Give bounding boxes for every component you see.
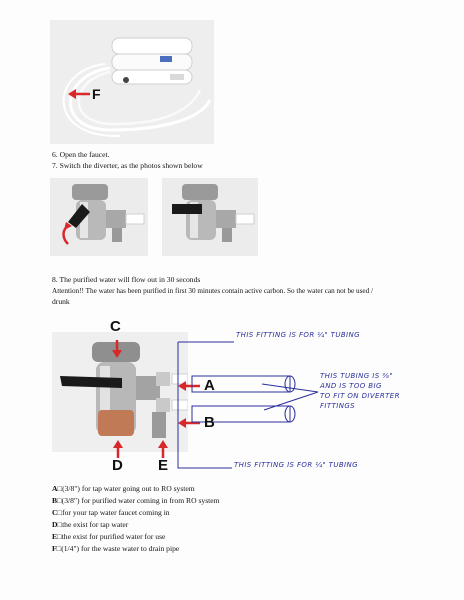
diagram-label-b: B <box>204 414 215 431</box>
legend-key: A <box>52 484 58 493</box>
step-7: 7. Switch the diverter, as the photos shown below <box>52 161 203 170</box>
legend-text: □the exist for tap water <box>57 520 129 529</box>
step-8: 8. The purified water will flow out in 30 seconds <box>52 275 201 284</box>
note-tubing-3: TO FIT ON DIVERTER <box>320 392 400 400</box>
diagram-label-c: C <box>110 318 121 335</box>
note-tubing-4: FITTINGS <box>320 402 356 410</box>
diagram-label-d: D <box>112 457 123 474</box>
legend-text: □for your tap water faucet coming in <box>57 508 170 517</box>
diverter-illustration-1 <box>50 178 148 256</box>
attention-line-2: drunk <box>52 297 70 306</box>
note-top-fitting: THIS FITTING IS FOR ¼" TUBING <box>236 331 360 339</box>
legend-item-a <box>52 484 195 494</box>
photo-diverter-labeled <box>52 332 188 452</box>
step-6: 6. Open the faucet. <box>52 150 110 159</box>
legend-key: E <box>52 532 58 541</box>
legend-text: □(3/8") for tap water going out to RO system <box>57 484 195 493</box>
photo-diverter-1 <box>50 178 148 256</box>
attention-line-1: Attention!! The water has been purified in first 30 minutes contain active carbon. So the water can not be used / <box>52 287 374 295</box>
note-bottom-fitting: THIS FITTING IS FOR ¼" TUBING <box>234 461 358 469</box>
legend-key: B <box>52 496 58 505</box>
note-tubing-2: AND IS TOO BIG <box>320 382 382 390</box>
diagram-label-e: E <box>158 457 169 474</box>
legend-item-d <box>52 520 128 530</box>
diverter-illustration-labeled <box>52 332 188 452</box>
legend-text: □(3/8") for purified water coming in from RO system <box>57 496 220 505</box>
photo-diverter-2 <box>162 178 258 256</box>
legend-item-b <box>52 496 220 506</box>
note-tubing-1: THIS TUBING IS ⅜" <box>320 372 393 380</box>
label-f: F <box>92 86 101 102</box>
legend-key: D <box>52 520 58 529</box>
legend-item-e <box>52 532 165 542</box>
legend-text: □(1/4") for the waste water to drain pipe <box>56 544 180 553</box>
diverter-illustration-2 <box>162 178 258 256</box>
legend-key: C <box>52 508 58 517</box>
legend-key: F <box>52 544 57 553</box>
ro-unit-illustration <box>50 20 214 144</box>
legend-item-f <box>52 544 179 554</box>
photo-ro-unit <box>50 20 214 144</box>
legend-item-c <box>52 508 170 518</box>
diagram-label-a: A <box>204 377 215 394</box>
legend-text: □the exist for purified water for use <box>57 532 166 541</box>
